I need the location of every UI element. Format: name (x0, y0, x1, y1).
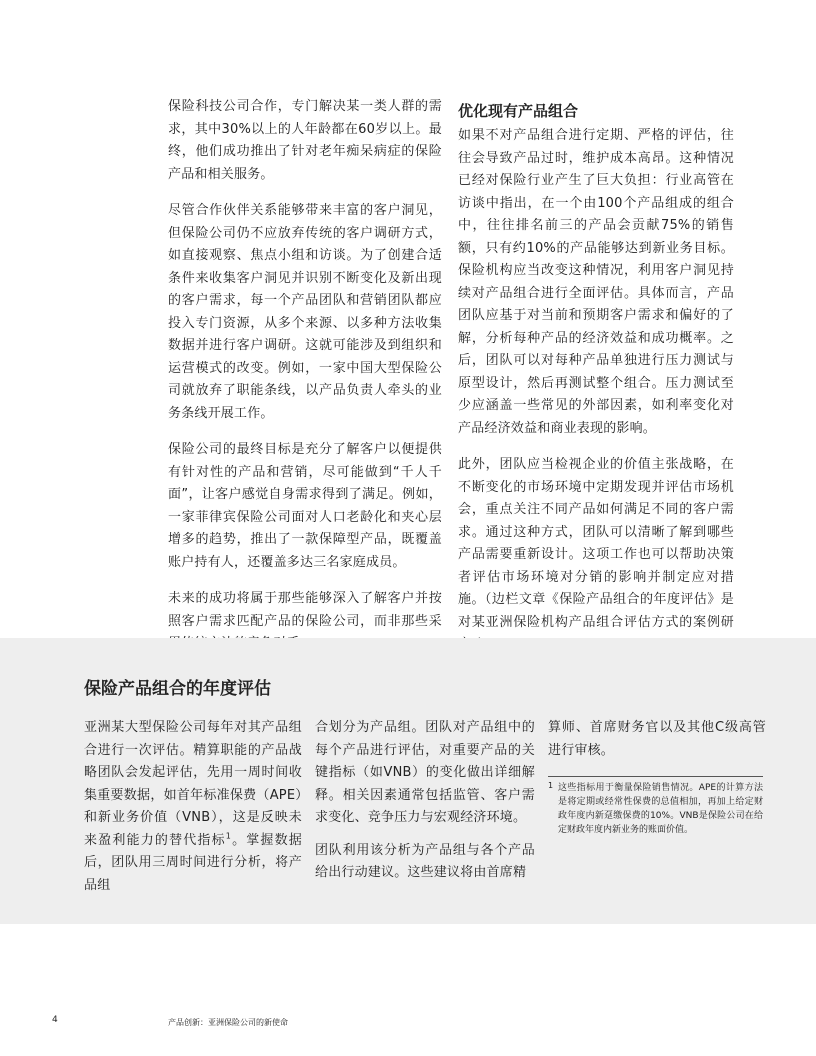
right-column (458, 96, 734, 671)
left-column (168, 96, 442, 670)
body-paragraph: 此外，团队应当检视企业的价值主张战略，在不断变化的市场环境中定期发现并评估市场机会，重点关注不同产品如何满足不同的客户需求。通过这种方式，团队可以清晰了解到哪些产品需要重新设计。这项工作也可以帮助决策者评估市场环境对分销的影响并制定应对措施。（边栏文章《保险产品组合的年度评估》是对某亚洲保险机构产品组合评估方式的案例研 (458, 457, 734, 630)
footnote (548, 776, 763, 837)
body-paragraph: 保险科技公司合作，专门解决某一类人群的需求，其中30%以上的人年龄都在60岁以上。最终，他们成功推出了针对老年痴呆病症的保险产品和相关服务。 (168, 99, 442, 182)
case-study-paragraph: 算师、首席财务官以及其他C级高管进行审核。 (548, 720, 766, 758)
footnote-marker: 1 (548, 781, 554, 790)
case-study-paragraph: 合划分为产品组。团队对产品组中的每个产品进行评估，对重要产品的关键指标（如VNB）的变化做出详细解释。相关因素通常包括监管、客户需求变化、竞争压力与宏观经济环境。 (315, 720, 535, 825)
body-paragraph: 保险公司的最终目标是充分了解客户以便提供有针对性的产品和营销，尽可能做到“千人千面”，让客户感觉自身需求得到了满足。例如，一家菲律宾保险公司面对人口老龄化和夹心层增多的趋势，推出了一款保障型产品，既覆盖账户持有人，还覆盖多达三名家庭成员。 (168, 442, 442, 570)
case-text-before-footnote: 亚洲某大型保险公司每年对其产品组合进行一次评估。精算职能的产品战略团队会发起评估，先用一周时间收集重要数据，如首年标准保费（APE）和新业务价值（VNB），这是反映未来盈利能力的替代指标 (84, 720, 302, 848)
page-number: 4 (52, 1015, 58, 1025)
footnote-text: 这些指标用于衡量保险销售情况。APE的计算方法是将定期或经常性保费的总值相加，再加上给定财政年度内新趸缴保费的10%。VNB是保险公司在给定财政年度内新业务的账面价值。 (558, 783, 763, 835)
case-study-column-1 (84, 717, 302, 907)
case-text-after-footnote: 。掌握数据后，团队用三周时间进行分析，将产品组 (84, 832, 302, 893)
body-paragraph: 尽管合作伙伴关系能够带来丰富的客户洞见，但保险公司仍不应放弃传统的客户调研方式，如直接观察、焦点小组和访谈。为了创建合适条件来收集客户洞见并识别不断变化及新出现的客户需求，每一个产品团队和营销团队都应投入专门资源，从多个来源、以多种方法收集数据并进行客户调研。这就可能涉及到组织和运营模式的改变。例如，一家中国大型保险公司就放弃了职能条线，以产品负责人牵头的业务条线开展工作。 (168, 203, 442, 421)
body-paragraph: 如果不对产品组合进行定期、严格的评估，往往会导致产品过时，维护成本高昂。这种情况已经对保险行业产生了巨大负担：行业高管在访谈中指出，在一个由100个产品组成的组合中，往往排名前三的产品会贡献75%的销售额，只有约10%的产品能够达到新业务目标。保险机构应当改变这种情况，利用客户洞见持续对产品组合进行全面评估。具体而言，产品团队应基于对当前和预期客户需求和偏好的了解，分析每种产品的经济效益和成功概率。之后，团队可以对每种产品单独进行压力测试与原型设计，然后再测试整个组合。压力测试至少应涵盖一些常见的外部因素，如利率变化对产品经济效益和商业表现的影响。 (458, 128, 734, 436)
section-heading: 优化现有产品组合 (458, 102, 579, 120)
case-study-title: 保险产品组合的年度评估 (84, 679, 271, 699)
case-study-paragraph (84, 717, 302, 897)
case-study-column-2 (315, 717, 535, 895)
footnote-reference: 1 (225, 831, 232, 841)
body-paragraph: 未来的成功将属于那些能够深入了解客户并按照客户需求匹配产品的保险公司，而非那些采 (168, 591, 442, 629)
running-footer-title: 产品创新：亚洲保险公司的新使命 (168, 1018, 288, 1027)
case-study-paragraph: 团队利用该分析为产品组与各个产品给出行动建议。这些建议将由首席精 (315, 842, 535, 880)
case-study-column-3 (548, 717, 766, 772)
